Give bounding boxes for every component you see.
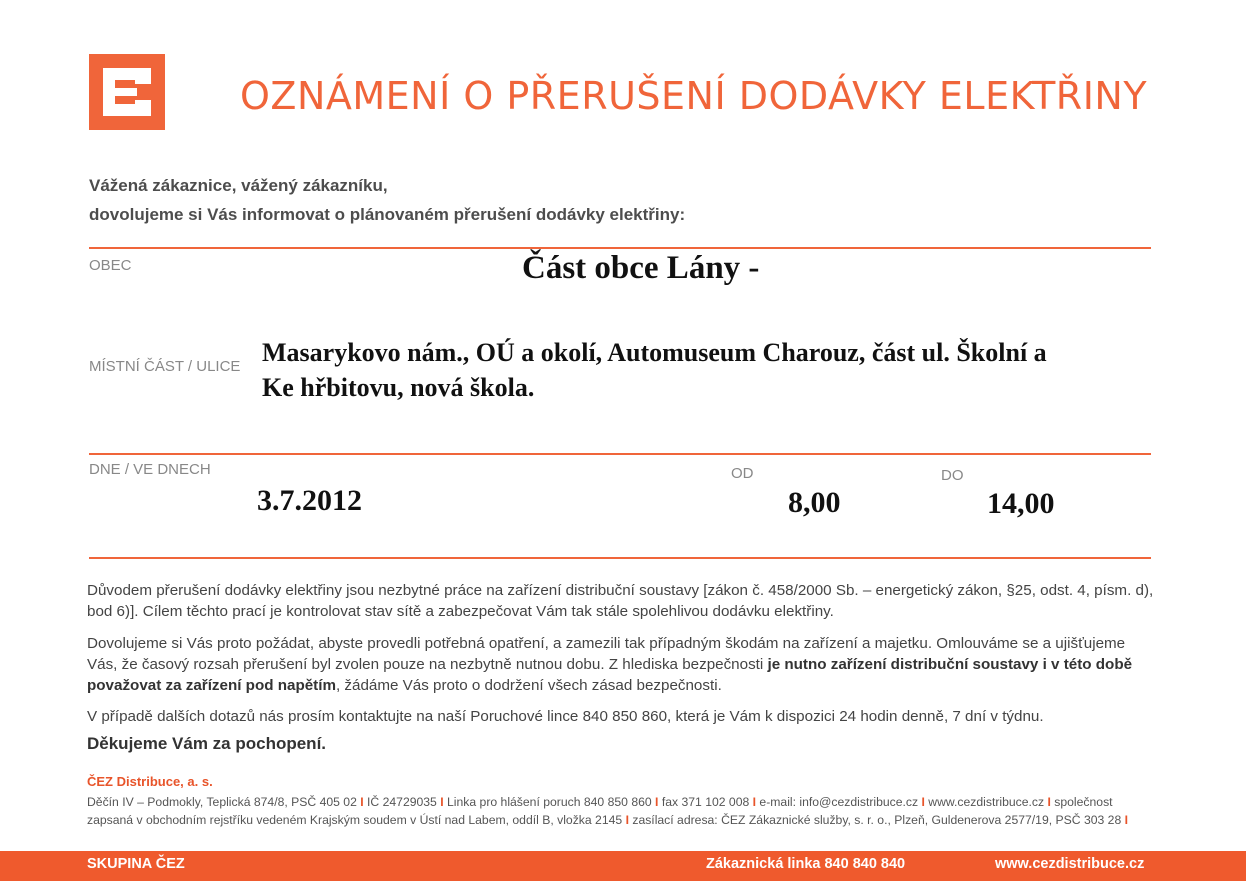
company-name: ČEZ Distribuce, a. s. [87,774,213,789]
divider [89,557,1151,559]
street-value-line-2: Ke hřbitovu, nová škola. [262,373,535,402]
company-details-line-2: zapsaná v obchodním rejstříku vedeném Krajským soudem v Ústí nad Labem, oddíl B, vložka 2145 I zasílací adresa: ČEZ Zákaznické služby, s. r. o., Plzeň, Guldenerova 2577/19, PSČ 303 28 I [87,813,1129,827]
from-value: 8,00 [788,486,841,519]
to-value: 14,00 [987,487,1055,520]
to-label: DO [941,467,964,484]
divider [89,247,1151,249]
greeting-line-1: Vážená zákaznice, vážený zákazníku, [89,176,388,195]
obec-label: OBEC [89,257,132,274]
street-value-line-1: Masarykovo nám., OÚ a okolí, Automuseum Charouz, část ul. Školní a [262,338,1047,367]
company-web: www.cezdistribuce.cz [928,795,1045,809]
company-details-line-1: Děčín IV – Podmokly, Teplická 874/8, PSČ 405 02 I IČ 24729035 I Linka pro hlášení poruch 840 850 860 I fax 371 102 008 I e-mail: info@cezdistribuce.cz I www.cezdistribuce.cz I společnost [87,795,1113,809]
footer-bar [0,851,1246,881]
greeting-line-2: dovolujeme si Vás informovat o plánovaném přerušení dodávky elektřiny: [89,205,686,224]
cez-logo [89,54,165,130]
safety-warning: je nutno zařízení distribuční soustavy i v této době považovat za zařízení pod napětím [87,656,1133,694]
date-label: DNE / VE DNECH [89,461,211,478]
cez-logo-icon [89,54,165,130]
paragraph-reason: Důvodem přerušení dodávky elektřiny jsou nezbytné práce na zařízení distribuční soustavy [zákon č. 458/2000 Sb. – energetický zákon, §25, odst. 4, písm. d), bod 6)]. Cílem těchto prací je kontrolovat stav sítě a zabezpečovat Vám tak stále spolehlivou dodávku elektřiny. [87,582,1154,620]
page-title: OZNÁMENÍ O PŘERUŠENÍ DODÁVKY ELEKTŘINY [240,74,1148,118]
from-label: OD [731,465,754,482]
divider [89,453,1151,455]
date-value: 3.7.2012 [257,484,362,517]
footer-group: SKUPINA ČEZ [87,856,185,872]
footer-web: www.cezdistribuce.cz [995,856,1145,872]
company-email: e-mail: info@cezdistribuce.cz [759,795,919,809]
footer-customer-line: Zákaznická linka 840 840 840 [706,856,906,872]
obec-value: Část obce Lány - [522,250,760,286]
street-label: MÍSTNÍ ČÁST / ULICE [89,358,241,375]
paragraph-request: Dovolujeme si Vás proto požádat, abyste provedli potřebná opatření, a zamezili tak případným škodám na zařízení a majetku. Omlouváme se a ujišťujeme Vás, že časový rozsah přerušení byl zvolen pouze na nezbytně nutnou dobu. Z hlediska bezpečnosti je nutno zařízení distribuční soustavy i v této době považovat za zařízení pod napětím, žádáme Vás proto o dodržení všech zásad bezpečnosti. [87,635,1133,694]
paragraph-contact: V případě dalších dotazů nás prosím kontaktujte na naší Poruchové lince 840 850 860, která je Vám k dispozici 24 hodin denně, 7 dní v týdnu. [87,708,1044,725]
thanks-text: Děkujeme Vám za pochopení. [87,734,327,753]
